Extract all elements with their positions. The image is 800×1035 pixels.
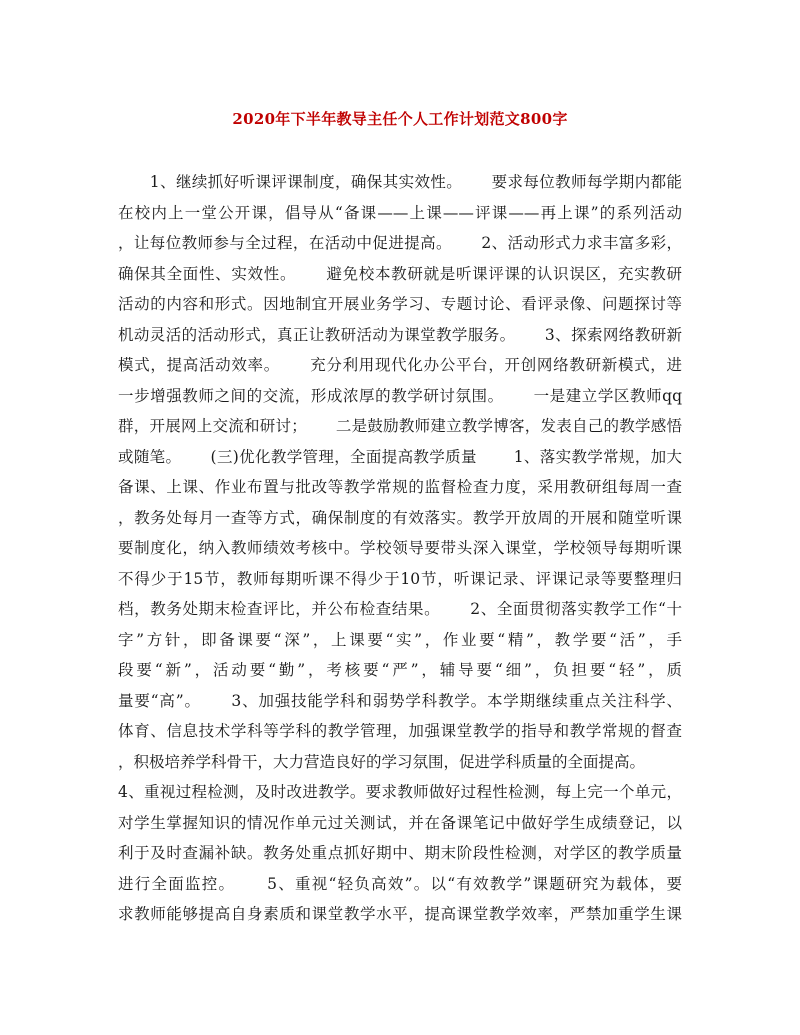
body-line: 档，教务处期末检查评比，并公布检查结果。 2、全面贯彻落实教学工作“十 (118, 600, 682, 618)
body-line: 在校内上一堂公开课，倡导从“备课——上课——评课——再上课”的系列活动 (118, 203, 682, 222)
document-title: 2020年下半年教导主任个人工作计划范文800字 (232, 110, 568, 128)
body-line: ，积极培养学科骨干，大力营造良好的学习氛围，促进学科质量的全面提高。 (118, 752, 646, 771)
body-line: 确保其全面性、实效性。 避免校本教研就是听课评课的认识误区，充实教研 (118, 264, 682, 283)
body-line: ，教务处每月一查等方式，确保制度的有效落实。教学开放周的开展和随堂听课 (118, 508, 682, 527)
body-line: 利于及时查漏补缺。教务处重点抓好期中、期末阶段性检测，对学区的教学质量 (118, 844, 682, 862)
body-line: 群，开展网上交流和研讨； 二是鼓励教师建立教学博客，发表自己的教学感悟 (118, 417, 682, 435)
body-line: 量要“高”。 3、加强技能学科和弱势学科教学。本学期继续重点关注科学、 (118, 691, 682, 710)
body-line: 机动灵活的活动形式，真正让教研活动为课堂教学服务。 3、探索网络教研新 (118, 325, 682, 344)
body-line: 体育、信息技术学科等学科的教学管理，加强课堂教学的指导和教学常规的督查 (118, 722, 682, 740)
body-line: 1、继续抓好听课评课制度，确保其实效性。 要求每位教师每学期内都能 (118, 173, 682, 191)
body-line: 不得少于15节，教师每期听课不得少于10节，听课记录、评课记录等要整理归 (118, 569, 682, 588)
body-line: 求教师能够提高自身素质和课堂教学水平，提高课堂教学效率，严禁加重学生课 (118, 905, 682, 923)
body-line: 一步增强教师之间的交流，形成浓厚的教学研讨氛围。 一是建立学区教师qq (118, 386, 682, 405)
body-line: 对学生掌握知识的情况作单元过关测试，并在备课笔记中做好学生成绩登记，以 (118, 813, 682, 832)
document-body (118, 167, 682, 930)
body-line: 模式，提高活动效率。 充分利用现代化办公平台，开创网络教研新模式，进 (118, 356, 682, 374)
body-line: 4、重视过程检测，及时改进教学。要求教师做好过程性检测，每上完一个单元， (118, 783, 682, 801)
body-line: ，让每位教师参与全过程，在活动中促进提高。 2、活动形式力求丰富多彩， (118, 234, 682, 252)
body-line: 进行全面监控。 5、重视“轻负高效”。以“有效教学”课题研究为载体，要 (118, 874, 682, 893)
body-line: 要制度化，纳入教师绩效考核中。学校领导要带头深入课堂，学校领导每期听课 (118, 539, 682, 557)
body-line: 或随笔。 (三)优化教学管理，全面提高教学质量 1、落实教学常规，加大 (118, 447, 682, 466)
body-line: 段要“新”，活动要“勤”，考核要“严”，辅导要“细”，负担要“轻”，质 (118, 661, 682, 679)
body-line: 活动的内容和形式。因地制宜开展业务学习、专题讨论、看评录像、问题探讨等 (118, 295, 682, 313)
body-line: 字”方针，即备课要“深”，上课要“实”，作业要“精”，教学要“活”，手 (118, 630, 682, 649)
body-line: 备课、上课、作业布置与批改等教学常规的监督检查力度，采用教研组每周一查 (118, 478, 682, 496)
